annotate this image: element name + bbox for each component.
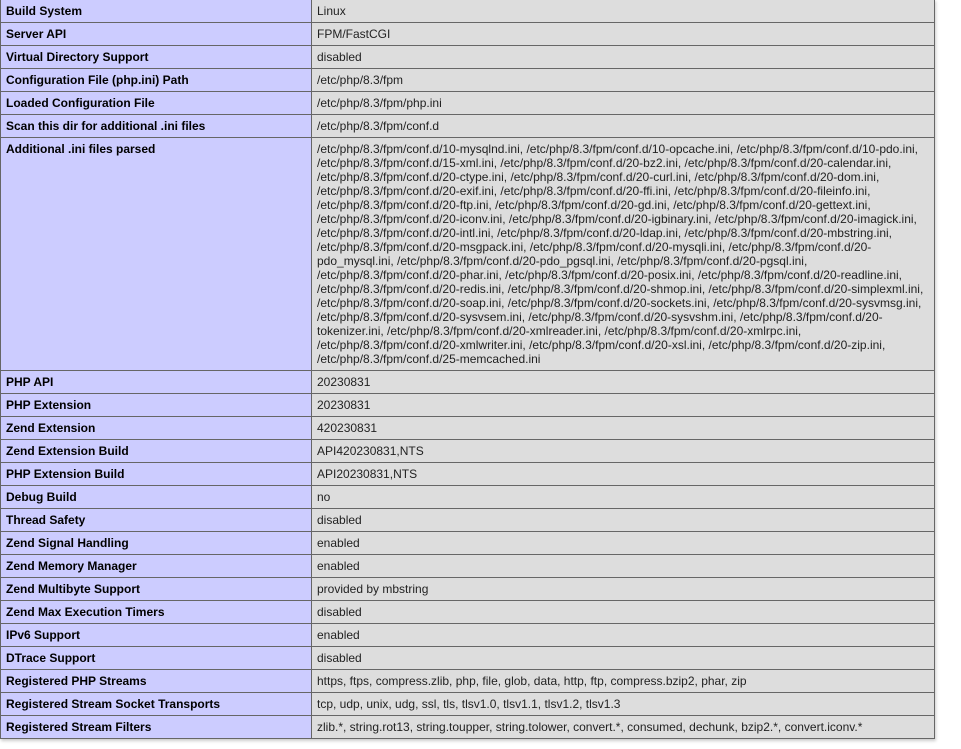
- row-key: Configuration File (php.ini) Path: [1, 69, 312, 92]
- row-key: PHP Extension Build: [1, 463, 312, 486]
- row-key: Loaded Configuration File: [1, 92, 312, 115]
- row-value: /etc/php/8.3/fpm/conf.d: [312, 115, 935, 138]
- row-value: 20230831: [312, 394, 935, 417]
- table-row: [1, 394, 935, 417]
- phpinfo-table-body: [1, 0, 935, 739]
- table-row: [1, 578, 935, 601]
- table-row: [1, 716, 935, 739]
- row-value: API420230831,NTS: [312, 440, 935, 463]
- row-value: /etc/php/8.3/fpm/conf.d/10-mysqlnd.ini, /etc/php/8.3/fpm/conf.d/10-opcache.ini, /etc/php/8.3/fpm/conf.d/10-pdo.ini, /etc/php/8.3/fpm/conf.d/15-xml.ini, /etc/php/8.3/fpm/conf.d/20-bz2.ini, /etc/php/8.3/fpm/conf.d/20-calendar.ini, /etc/php/8.3/fpm/conf.d/20-ctype.ini, /etc/php/8.3/fpm/conf.d/20-curl.ini, /etc/php/8.3/fpm/conf.d/20-dom.ini, /etc/php/8.3/fpm/conf.d/20-exif.ini, /etc/php/8.3/fpm/conf.d/20-ffi.ini, /etc/php/8.3/fpm/conf.d/20-fileinfo.ini, /etc/php/8.3/fpm/conf.d/20-ftp.ini, /etc/php/8.3/fpm/conf.d/20-gd.ini, /etc/php/8.3/fpm/conf.d/20-gettext.ini, /etc/php/8.3/fpm/conf.d/20-iconv.ini, /etc/php/8.3/fpm/conf.d/20-igbinary.ini, /etc/php/8.3/fpm/conf.d/20-imagick.ini, /etc/php/8.3/fpm/conf.d/20-intl.ini, /etc/php/8.3/fpm/conf.d/20-ldap.ini, /etc/php/8.3/fpm/conf.d/20-mbstring.ini, /etc/php/8.3/fpm/conf.d/20-msgpack.ini, /etc/php/8.3/fpm/conf.d/20-mysqli.ini, /etc/php/8.3/fpm/conf.d/20-pdo_mysql.ini, /etc/php/8.3/fpm/conf.d/20-pdo_pgsql.ini, /etc/php/8.3/fpm/conf.d/20-pgsql.ini, /etc/php/8.3/fpm/conf.d/20-phar.ini, /etc/php/8.3/fpm/conf.d/20-posix.ini, /etc/php/8.3/fpm/conf.d/20-readline.ini, /etc/php/8.3/fpm/conf.d/20-redis.ini, /etc/php/8.3/fpm/conf.d/20-shmop.ini, /etc/php/8.3/fpm/conf.d/20-simplexml.ini, /etc/php/8.3/fpm/conf.d/20-soap.ini, /etc/php/8.3/fpm/conf.d/20-sockets.ini, /etc/php/8.3/fpm/conf.d/20-sysvmsg.ini, /etc/php/8.3/fpm/conf.d/20-sysvsem.ini, /etc/php/8.3/fpm/conf.d/20-sysvshm.ini, /etc/php/8.3/fpm/conf.d/20-tokenizer.ini, /etc/php/8.3/fpm/conf.d/20-xmlreader.ini, /etc/php/8.3/fpm/conf.d/20-xmlrpc.ini, /etc/php/8.3/fpm/conf.d/20-xmlwriter.ini, /etc/php/8.3/fpm/conf.d/20-xsl.ini, /etc/php/8.3/fpm/conf.d/20-zip.ini, /etc/php/8.3/fpm/conf.d/25-memcached.ini: [312, 138, 935, 371]
- table-row: [1, 69, 935, 92]
- table-row: [1, 371, 935, 394]
- table-row: [1, 532, 935, 555]
- table-row: [1, 509, 935, 532]
- row-value: disabled: [312, 647, 935, 670]
- table-row: [1, 417, 935, 440]
- row-key: Zend Memory Manager: [1, 555, 312, 578]
- row-value: 420230831: [312, 417, 935, 440]
- row-value: zlib.*, string.rot13, string.toupper, string.tolower, convert.*, consumed, dechunk, bzip2.*, convert.iconv.*: [312, 716, 935, 739]
- table-row: [1, 670, 935, 693]
- table-row: [1, 693, 935, 716]
- row-key: Server API: [1, 23, 312, 46]
- table-row: [1, 486, 935, 509]
- table-row: [1, 624, 935, 647]
- row-key: Debug Build: [1, 486, 312, 509]
- table-row: [1, 92, 935, 115]
- row-key: PHP API: [1, 371, 312, 394]
- row-key: Thread Safety: [1, 509, 312, 532]
- table-row: [1, 601, 935, 624]
- row-key: Zend Extension Build: [1, 440, 312, 463]
- row-key: Zend Multibyte Support: [1, 578, 312, 601]
- row-value: disabled: [312, 46, 935, 69]
- row-value: /etc/php/8.3/fpm: [312, 69, 935, 92]
- row-value: 20230831: [312, 371, 935, 394]
- table-row: [1, 46, 935, 69]
- row-key: Registered Stream Filters: [1, 716, 312, 739]
- row-key: Additional .ini files parsed: [1, 138, 312, 371]
- row-value: provided by mbstring: [312, 578, 935, 601]
- table-row: [1, 138, 935, 371]
- row-key: Zend Extension: [1, 417, 312, 440]
- row-value: no: [312, 486, 935, 509]
- row-value: enabled: [312, 532, 935, 555]
- row-value: tcp, udp, unix, udg, ssl, tls, tlsv1.0, tlsv1.1, tlsv1.2, tlsv1.3: [312, 693, 935, 716]
- row-key: Build System: [1, 0, 312, 23]
- row-value: /etc/php/8.3/fpm/php.ini: [312, 92, 935, 115]
- table-row: [1, 463, 935, 486]
- row-value: enabled: [312, 555, 935, 578]
- row-key: Registered Stream Socket Transports: [1, 693, 312, 716]
- row-value: API20230831,NTS: [312, 463, 935, 486]
- table-row: [1, 440, 935, 463]
- table-row: [1, 555, 935, 578]
- row-key: PHP Extension: [1, 394, 312, 417]
- row-value: https, ftps, compress.zlib, php, file, glob, data, http, ftp, compress.bzip2, phar, zip: [312, 670, 935, 693]
- row-value: FPM/FastCGI: [312, 23, 935, 46]
- table-row: [1, 23, 935, 46]
- row-key: IPv6 Support: [1, 624, 312, 647]
- table-row: [1, 647, 935, 670]
- row-value: enabled: [312, 624, 935, 647]
- row-value: disabled: [312, 601, 935, 624]
- row-key: Scan this dir for additional .ini files: [1, 115, 312, 138]
- row-value: disabled: [312, 509, 935, 532]
- table-row: [1, 0, 935, 23]
- row-key: Virtual Directory Support: [1, 46, 312, 69]
- row-key: Registered PHP Streams: [1, 670, 312, 693]
- row-key: Zend Max Execution Timers: [1, 601, 312, 624]
- row-key: Zend Signal Handling: [1, 532, 312, 555]
- row-value: Linux: [312, 0, 935, 23]
- table-row: [1, 115, 935, 138]
- row-key: DTrace Support: [1, 647, 312, 670]
